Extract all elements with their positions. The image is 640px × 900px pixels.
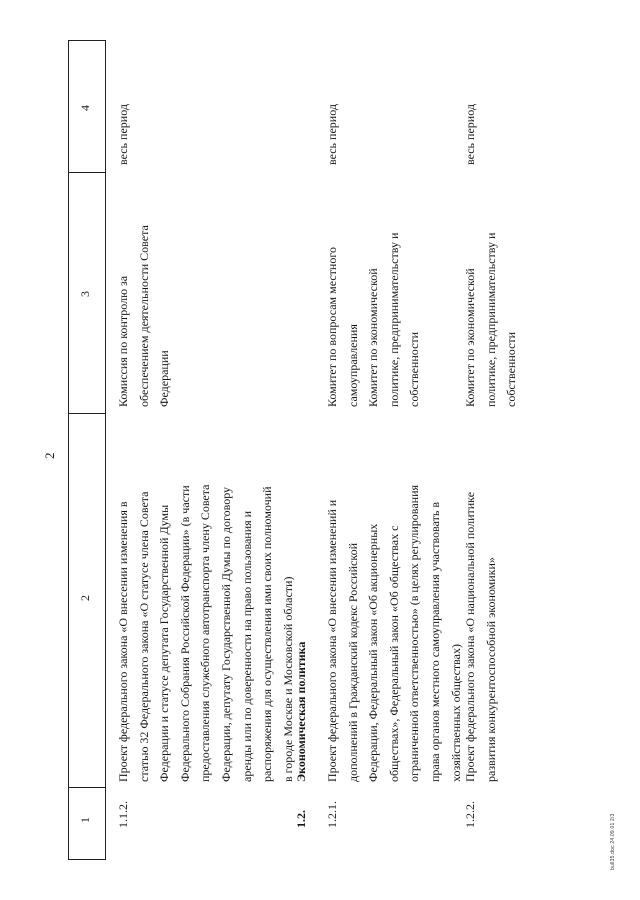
row-text-line: предоставления служебного автотранспорта члену Совета <box>198 484 213 782</box>
column-header-2: 2 <box>78 595 92 601</box>
row-text-line: развития конкурентоспособной экономики» <box>483 557 498 782</box>
header-top-border <box>68 40 69 860</box>
header-divider-1 <box>68 787 106 788</box>
row-text-line: Проект федерального закона «О внесении изменения в <box>116 501 130 782</box>
committee-line: собственности <box>407 331 422 407</box>
row-text-line: Федерации, депутату Государственной Думы по договору <box>218 486 233 782</box>
header-divider-3 <box>68 172 106 173</box>
committee-line: обеспечением деятельности Совета <box>136 225 151 407</box>
row-text-line: хозяйственных обществах) <box>448 644 463 782</box>
committee-line: политике, предпринимательству и <box>483 232 498 407</box>
page-number: 2 <box>42 452 57 459</box>
row-text-line: обществах», Федеральный закон «Об обществах с <box>386 525 401 782</box>
row-description <box>113 485 298 782</box>
header-divider-2 <box>68 413 106 414</box>
row-text-line: в городе Москве и Московской области) <box>280 576 295 782</box>
row-term: весь период <box>325 104 339 165</box>
committee-line: Комитет по экономической <box>463 268 477 407</box>
header-left-border <box>68 859 106 860</box>
row-committee <box>322 233 425 407</box>
row-description <box>460 492 501 782</box>
committee-line: собственности <box>504 331 519 407</box>
header-right-border <box>68 40 106 41</box>
row-text-line: Проект федерального закона «О внесении изменений и <box>325 499 339 782</box>
column-header-3: 3 <box>78 291 92 297</box>
column-header-4: 4 <box>78 105 92 111</box>
document-footer: bull35.doc 24.09.01 2/3 <box>610 813 616 870</box>
header-bottom-border <box>105 40 106 860</box>
committee-line: Комитет по экономической <box>366 268 381 407</box>
row-committee <box>460 233 522 407</box>
committee-line: Комиссия по контролю за <box>116 275 130 407</box>
row-text-line: Федерации и статусе депутата Государственной Думы <box>157 504 172 782</box>
row-text-line: Федерального Собрания Российской Федерации» (в части <box>177 485 192 782</box>
row-text-line: Проект федерального закона «О национальной политике <box>463 491 477 782</box>
row-committee <box>113 225 175 407</box>
row-text-line: дополнений в Гражданский кодекс Российской <box>345 543 360 782</box>
row-text-line: статью 32 Федерального закона «О статусе члена Совета <box>136 491 151 782</box>
row-term: весь период <box>116 104 130 165</box>
row-text-line: распоряжения для осуществления ими своих полномочий <box>260 486 275 782</box>
section-number: 1.2. <box>294 810 308 828</box>
row-text-line: ограниченной ответственностью» (в целях регулирования <box>407 484 422 782</box>
committee-line: Комитет по вопросам местного <box>325 247 339 407</box>
section-title: Экономическая политика <box>294 641 308 782</box>
row-text-line: права органов местного самоуправления участвовать в <box>427 501 442 782</box>
column-header-1: 1 <box>78 817 92 823</box>
committee-line: политике, предпринимательству и <box>386 232 401 407</box>
row-text-line: Федерации, Федеральный закон «Об акционерных <box>366 523 381 782</box>
row-number: 1.1.2. <box>116 801 130 828</box>
row-description <box>322 485 466 782</box>
committee-line: самоуправления <box>345 324 360 407</box>
committee-line: Федерации <box>157 350 172 407</box>
row-term: весь период <box>463 104 477 165</box>
row-number: 1.2.1. <box>325 801 339 828</box>
row-number: 1.2.2. <box>463 801 477 828</box>
row-text-line: аренды или по доверенности на право пользования и <box>239 510 254 782</box>
